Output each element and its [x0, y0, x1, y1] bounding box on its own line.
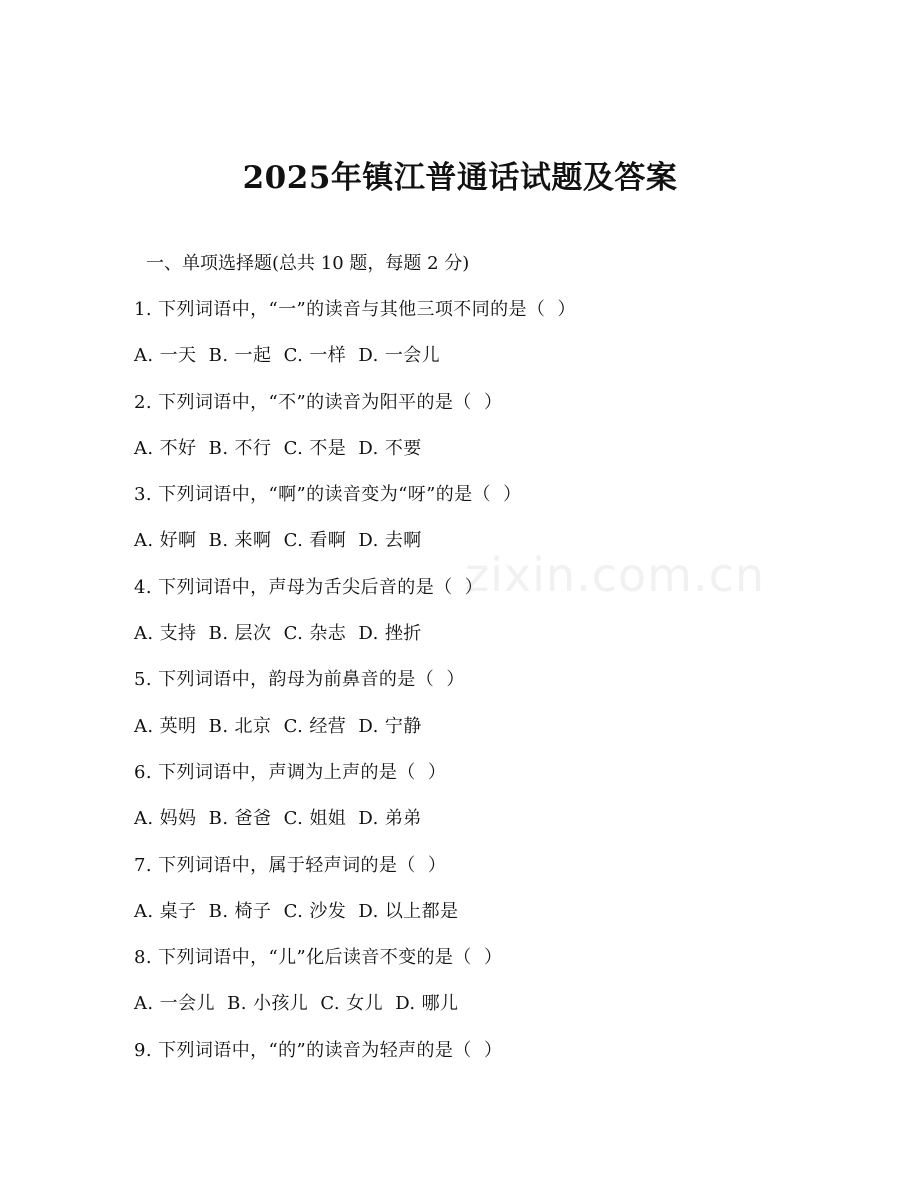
question-options: A. 妈妈 B. 爸爸 C. 姐姐 D. 弟弟 — [134, 808, 422, 830]
question-options: A. 一会儿 B. 小孩儿 C. 女儿 D. 哪儿 — [134, 993, 459, 1015]
question-stem: 5. 下列词语中，韵母为前鼻音的是（ ） — [134, 669, 465, 691]
question-stem: 2. 下列词语中，“不”的读音为阳平的是（ ） — [134, 391, 503, 413]
section-heading: 一、单项选择题(总共 10 题，每题 2 分) — [146, 253, 470, 274]
question-stem: 1. 下列词语中，“一”的读音与其他三项不同的是（ ） — [134, 299, 576, 320]
question-options: A. 桌子 B. 椅子 C. 沙发 D. 以上都是 — [134, 900, 459, 922]
question-stem: 6. 下列词语中，声调为上声的是（ ） — [134, 761, 447, 783]
question-stem: 9. 下列词语中，“的”的读音为轻声的是（ ） — [134, 1039, 503, 1061]
question-stem: 8. 下列词语中，“儿”化后读音不变的是（ ） — [134, 947, 503, 969]
question-stem: 4. 下列词语中，声母为舌尖后音的是（ ） — [134, 576, 484, 598]
question-stem: 3. 下列词语中，“啊”的读音变为“呀”的是（ ） — [134, 484, 522, 506]
question-options: A. 一天 B. 一起 C. 一样 D. 一会儿 — [134, 345, 441, 367]
watermark: zixin.com.cn — [465, 548, 766, 602]
question-options: A. 不好 B. 不行 C. 不是 D. 不要 — [134, 437, 422, 459]
question-options: A. 好啊 B. 来啊 C. 看啊 D. 去啊 — [134, 530, 422, 552]
document-title: 2025年镇江普通话试题及答案 — [242, 160, 678, 196]
question-options: A. 支持 B. 层次 C. 杂志 D. 挫折 — [134, 623, 422, 645]
question-stem: 7. 下列词语中，属于轻声词的是（ ） — [134, 854, 447, 876]
question-list — [134, 293, 874, 1080]
question-options: A. 英明 B. 北京 C. 经营 D. 宁静 — [134, 715, 422, 737]
